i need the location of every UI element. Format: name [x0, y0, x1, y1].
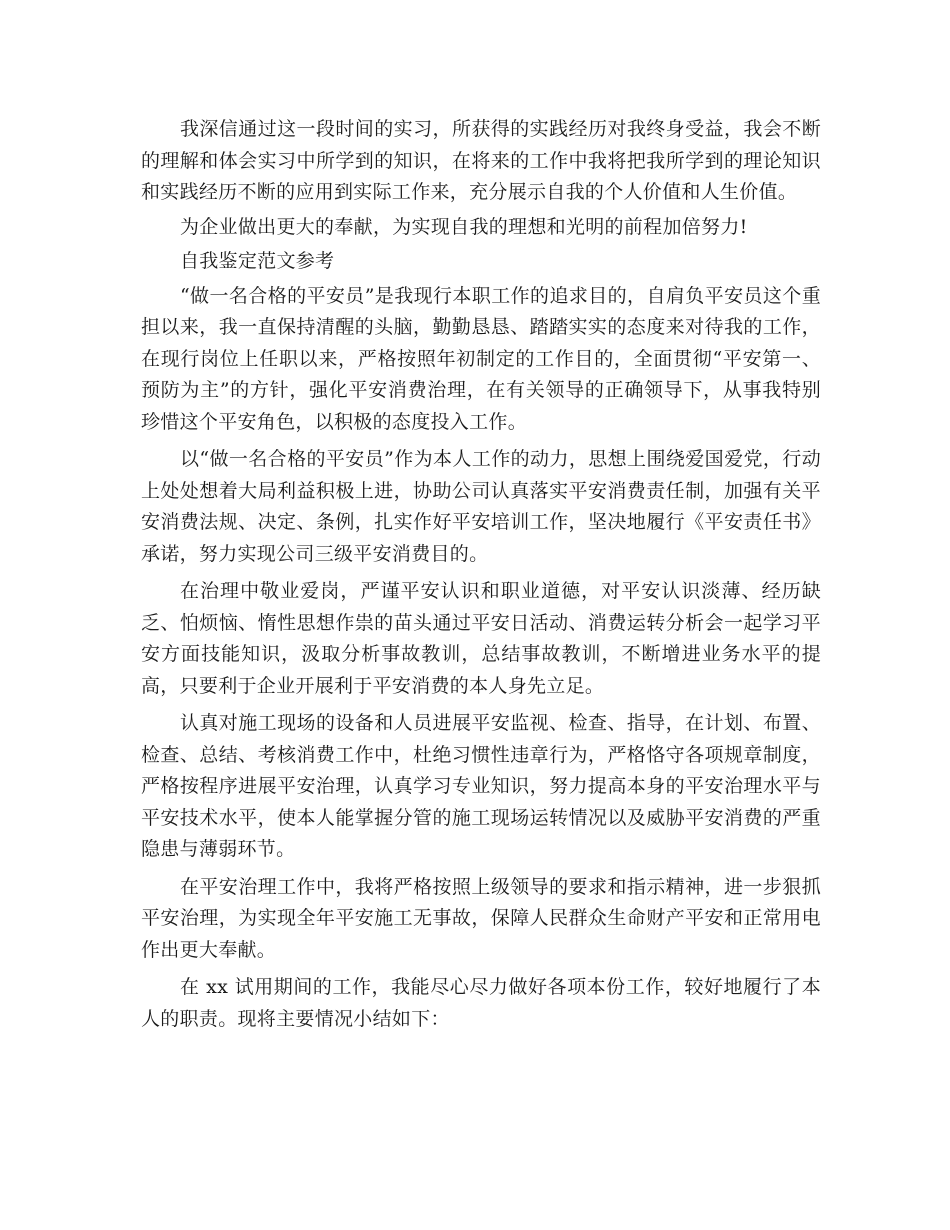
- document-body: [141, 114, 821, 1035]
- paragraph-professional-ethics: 在治理中敬业爱岗，严谨平安认识和职业道德，对平安认识淡薄、经历缺乏、怕烦恼、惰性思想作祟的苗头通过平安日活动、消费运转分析会一起学习平安方面技能知识，汲取分析事故教训，总结事故教训，不断增进业务水平的提高，只要利于企业开展利于平安消费的本人身先立足。: [141, 580, 821, 697]
- paragraph-site-supervision: 认真对施工现场的设备和人员进展平安监视、检查、指导，在计划、布置、检查、总结、考核消费工作中，杜绝习惯性违章行为，严格恪守各项规章制度，严格按程序进展平安治理，认真学习专业知识，努力提高本身的平安治理水平与平安技术水平，使本人能掌握分管的施工现场运转情况以及威胁平安消费的严重隐患与薄弱环节。: [141, 712, 821, 860]
- paragraph-commitment: 在平安治理工作中，我将严格按照上级领导的要求和指示精神，进一步狠抓平安治理，为实现全年平安施工无事故，保障人民群众生命财产平安和正常用电作出更大奉献。: [141, 875, 821, 961]
- paragraph-motivation: 以“做一名合格的平安员”作为本人工作的动力，思想上围绕爱国爱党，行动上处处想着大局利益积极上进，协助公司认真落实平安消费责任制，加强有关平安消费法规、决定、条例，扎实作好平安培训工作，坚决地履行《平安责任书》承诺，努力实现公司三级平安消费目的。: [141, 448, 821, 565]
- section-heading: 自我鉴定范文参考: [179, 250, 335, 272]
- paragraph-dedication: 为企业做出更大的奉献，为实现自我的理想和光明的前程加倍努力!: [179, 215, 748, 238]
- paragraph-safety-officer-goal: “做一名合格的平安员”是我现行本职工作的追求目的，自肩负平安员这个重担以来，我一直保持清醒的头脑，勤勤恳恳、踏踏实实的态度来对待我的工作，在现行岗位上任职以来，严格按照年初制定的工作目的，全面贯彻“平安第一、预防为主”的方针，强化平安消费治理，在有关领导的正确领导下，从事我特别珍惜这个平安角色，以积极的态度投入工作。: [141, 284, 821, 433]
- paragraph-internship-reflection: 我深信通过这一段时间的实习，所获得的实践经历对我终身受益，我会不断的理解和体会实习中所学到的知识，在将来的工作中我将把我所学到的理论知识和实践经历不断的应用到实际工作来，充分展示自我的个人价值和人生价值。: [141, 118, 821, 203]
- paragraph-probation-summary: 在 xx 试用期间的工作，我能尽心尽力做好各项本份工作，较好地履行了本人的职责。现将主要情况小结如下：: [141, 976, 821, 1030]
